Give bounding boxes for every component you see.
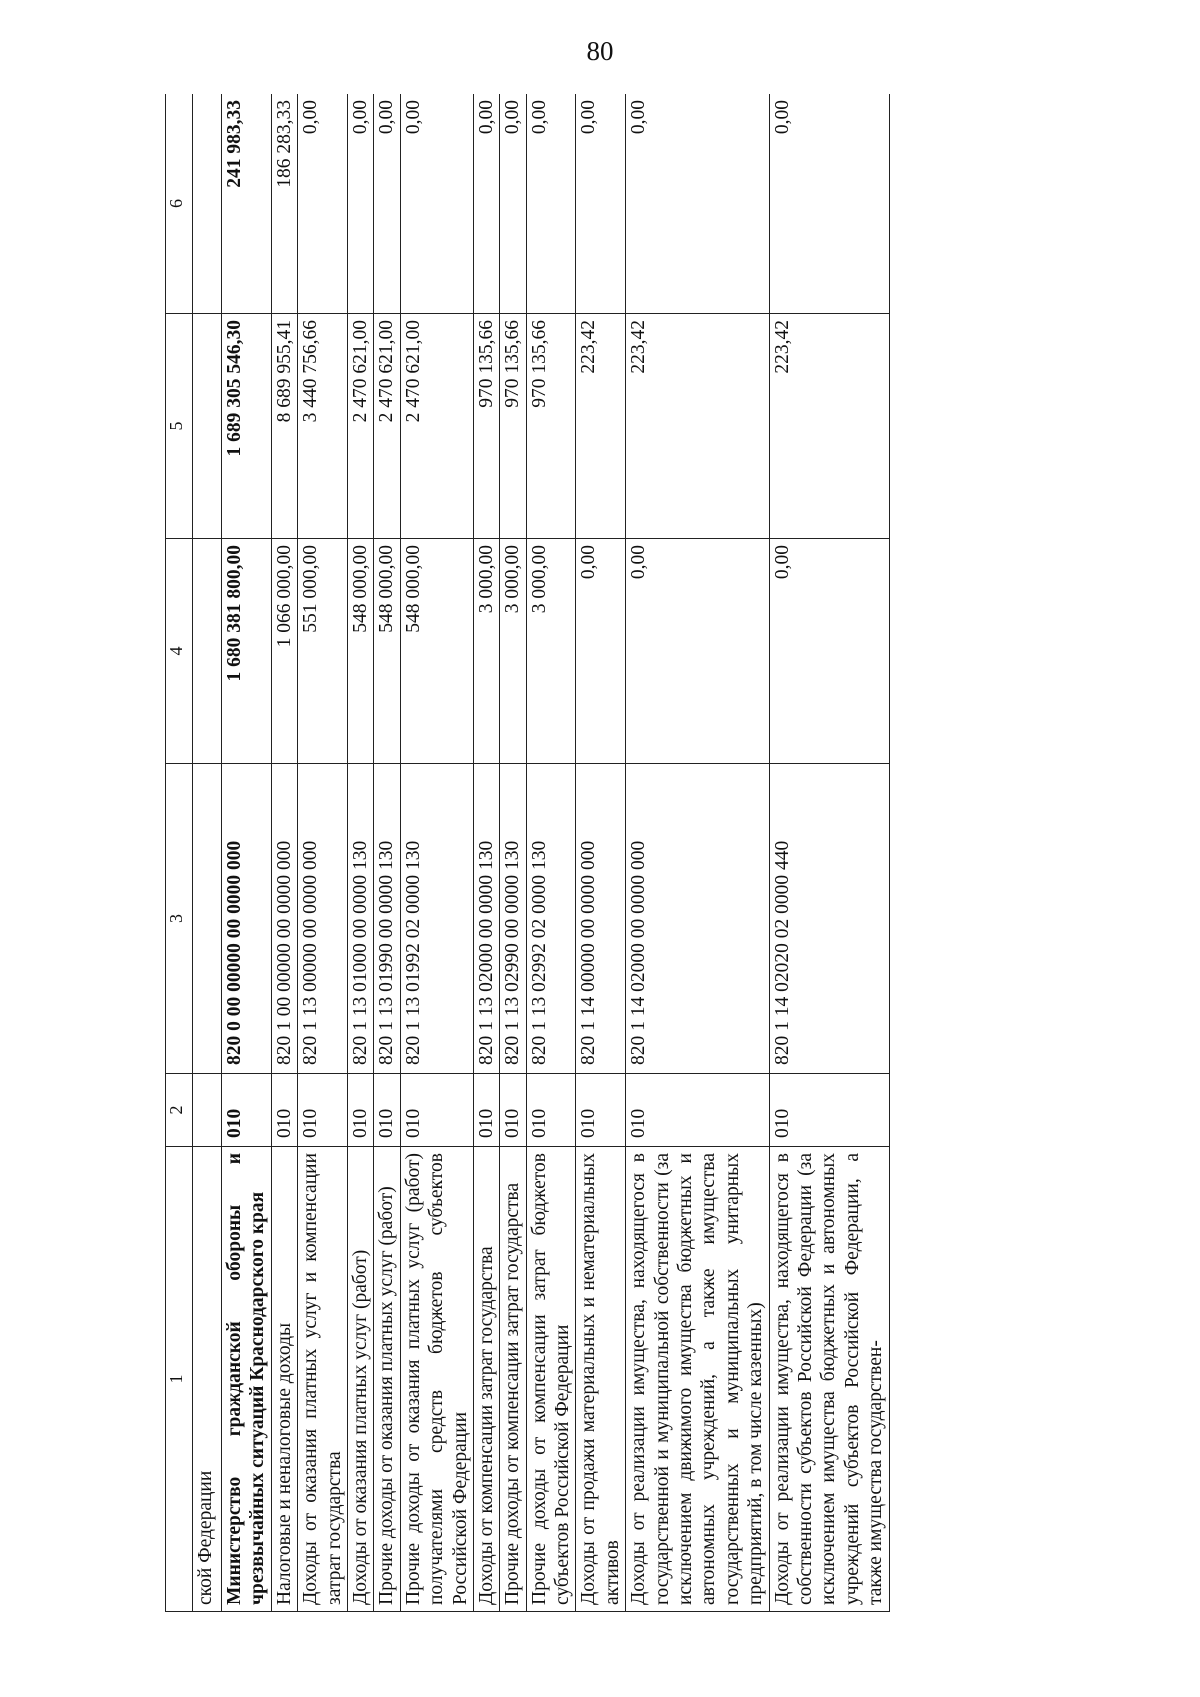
row-name-cell: Доходы от оказания платных услуг (работ) [347,1147,373,1612]
row-fact-cell: 8 689 955,41 [271,314,297,539]
row-plan-cell: 3 000,00 [526,539,576,764]
table-row [271,94,297,1612]
row-kbk-cell: 820 1 13 02992 02 0000 130 [526,764,576,1074]
row-code-cell [193,1074,222,1147]
row-fact-cell: 223,42 [769,314,889,539]
row-code-cell: 010 [769,1074,889,1147]
table-rotator [165,94,1102,1612]
row-unexecuted-cell: 0,00 [626,94,769,314]
column-number: 5 [166,314,193,539]
row-unexecuted-cell: 0,00 [576,94,626,314]
row-unexecuted-cell: 0,00 [473,94,499,314]
table-row [769,94,889,1612]
row-fact-cell [193,314,222,539]
row-kbk-cell: 820 1 00 00000 00 0000 000 [271,764,297,1074]
column-number: 3 [166,764,193,1074]
row-plan-cell: 548 000,00 [374,539,400,764]
row-name-cell: ской Федерации [193,1147,222,1612]
column-number: 6 [166,94,193,314]
row-fact-cell: 970 135,66 [526,314,576,539]
row-name-cell: Прочие доходы от компенсации затрат государства [500,1147,526,1612]
table-row [222,94,272,1612]
revenue-table [165,94,890,1612]
row-name-cell: Доходы от реализации имущества, находящегося в государственной и муниципальной собственности (за исключением движимого имущества бюджетных и автономных учреждений, а также имущества государственных и муниципальных унитарных предприятий, в том числе казенных) [626,1147,769,1612]
table-row [576,94,626,1612]
row-code-cell: 010 [526,1074,576,1147]
row-kbk-cell: 820 1 14 02020 02 0000 440 [769,764,889,1074]
table-row [526,94,576,1612]
row-unexecuted-cell: 0,00 [400,94,473,314]
row-kbk-cell: 820 0 00 00000 00 0000 000 [222,764,272,1074]
row-plan-cell: 3 000,00 [473,539,499,764]
row-plan-cell: 3 000,00 [500,539,526,764]
row-fact-cell: 970 135,66 [500,314,526,539]
column-number-row [166,94,193,1612]
row-plan-cell: 551 000,00 [298,539,348,764]
row-fact-cell: 3 440 756,66 [298,314,348,539]
rotated-table-area [165,94,1102,1612]
row-unexecuted-cell: 241 983,33 [222,94,272,314]
row-unexecuted-cell: 0,00 [526,94,576,314]
row-unexecuted-cell [193,94,222,314]
row-kbk-cell: 820 1 13 01000 00 0000 130 [347,764,373,1074]
row-name-cell: Доходы от реализации имущества, находящегося в собственности субъектов Российской Федерации (за исключением имущества бюджетных и автономных учреждений субъектов Российской Федерации, а также имущества государствен- [769,1147,889,1612]
row-name-cell: Прочие доходы от оказания платных услуг (работ) получателями средств бюджетов субъектов Российской Федерации [400,1147,473,1612]
row-name-cell: Министерство гражданской обороны и чрезвычайных ситуаций Краснодарского края [222,1147,272,1612]
row-name-cell: Доходы от продажи материальных и нематериальных активов [576,1147,626,1612]
row-plan-cell: 1 066 000,00 [271,539,297,764]
row-code-cell: 010 [347,1074,373,1147]
column-number: 4 [166,539,193,764]
row-kbk-cell: 820 1 14 00000 00 0000 000 [576,764,626,1074]
row-fact-cell: 2 470 621,00 [347,314,373,539]
table-row [626,94,769,1612]
row-plan-cell: 548 000,00 [347,539,373,764]
row-name-cell: Доходы от оказания платных услуг и компенсации затрат государства [298,1147,348,1612]
row-name-cell: Прочие доходы от оказания платных услуг (работ) [374,1147,400,1612]
row-fact-cell: 1 689 305 546,30 [222,314,272,539]
row-code-cell: 010 [626,1074,769,1147]
table-row [473,94,499,1612]
row-plan-cell: 0,00 [626,539,769,764]
row-plan-cell: 1 680 381 800,00 [222,539,272,764]
row-code-cell: 010 [473,1074,499,1147]
row-code-cell: 010 [271,1074,297,1147]
row-kbk-cell: 820 1 13 02000 00 0000 130 [473,764,499,1074]
row-kbk-cell: 820 1 14 02000 00 0000 000 [626,764,769,1074]
row-unexecuted-cell: 0,00 [769,94,889,314]
row-fact-cell: 2 470 621,00 [400,314,473,539]
row-unexecuted-cell: 0,00 [347,94,373,314]
table-row [500,94,526,1612]
row-code-cell: 010 [400,1074,473,1147]
row-code-cell: 010 [576,1074,626,1147]
row-code-cell: 010 [298,1074,348,1147]
page-number: 80 [586,36,614,66]
row-unexecuted-cell: 186 283,33 [271,94,297,314]
row-code-cell: 010 [500,1074,526,1147]
row-unexecuted-cell: 0,00 [374,94,400,314]
row-plan-cell: 0,00 [769,539,889,764]
row-plan-cell: 548 000,00 [400,539,473,764]
row-plan-cell: 0,00 [576,539,626,764]
row-unexecuted-cell: 0,00 [298,94,348,314]
row-fact-cell: 2 470 621,00 [374,314,400,539]
table-row [193,94,222,1612]
table-row [374,94,400,1612]
column-number: 1 [166,1147,193,1612]
row-fact-cell: 223,42 [626,314,769,539]
row-name-cell: Доходы от компенсации затрат государства [473,1147,499,1612]
row-kbk-cell [193,764,222,1074]
row-fact-cell: 970 135,66 [473,314,499,539]
row-code-cell: 010 [222,1074,272,1147]
row-kbk-cell: 820 1 13 00000 00 0000 000 [298,764,348,1074]
row-name-cell: Прочие доходы от компенсации затрат бюджетов субъектов Российской Федерации [526,1147,576,1612]
row-kbk-cell: 820 1 13 01992 02 0000 130 [400,764,473,1074]
table-row [298,94,348,1612]
row-code-cell: 010 [374,1074,400,1147]
table-row [347,94,373,1612]
column-number: 2 [166,1074,193,1147]
table-row [400,94,473,1612]
row-unexecuted-cell: 0,00 [500,94,526,314]
row-kbk-cell: 820 1 13 02990 00 0000 130 [500,764,526,1074]
row-fact-cell: 223,42 [576,314,626,539]
row-plan-cell [193,539,222,764]
row-name-cell: Налоговые и неналоговые доходы [271,1147,297,1612]
row-kbk-cell: 820 1 13 01990 00 0000 130 [374,764,400,1074]
